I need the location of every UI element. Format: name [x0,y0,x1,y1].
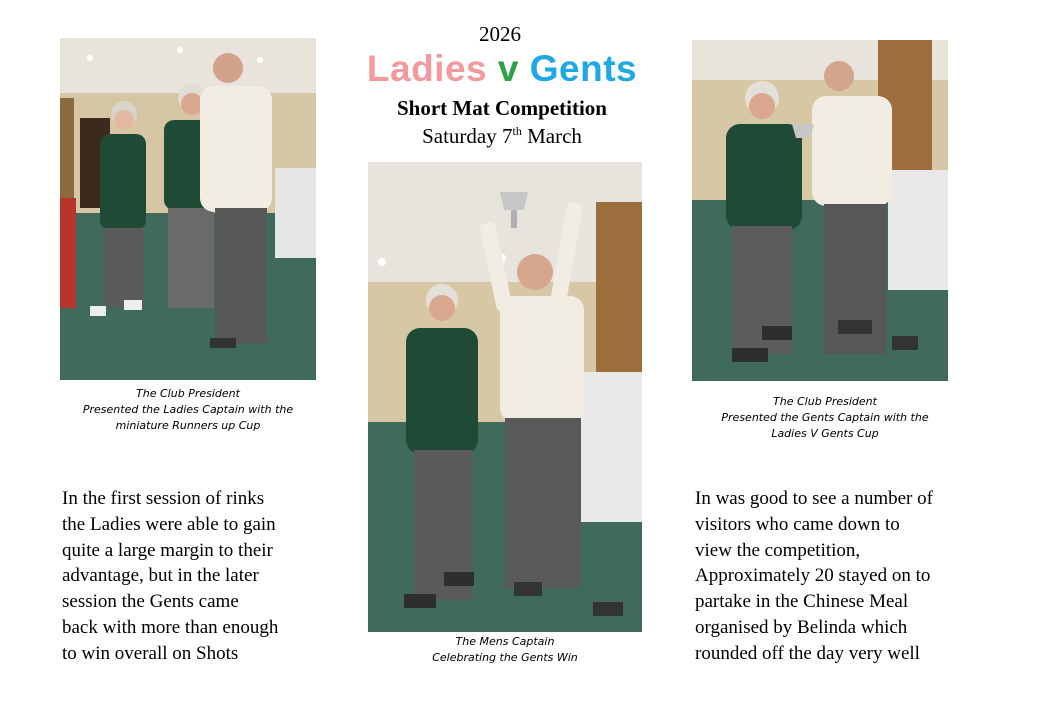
caption-center [368,634,642,666]
story-line: to win overall on Shots [62,642,239,664]
story-line: back with more than enough [62,616,279,638]
event-title [330,48,674,90]
story-right [695,486,970,667]
story-line: visitors who came down to [695,513,900,535]
story-line: Approximately 20 stayed on to [695,565,931,587]
caption-left [60,386,316,434]
caption-line: The Club President [773,395,877,408]
event-subtitle: Short Mat Competition [397,96,607,120]
title-ladies: Ladies [366,48,488,89]
story-line: In the first session of rinks [62,488,265,509]
date-month: March [521,124,582,148]
event-date [330,124,674,149]
title-v: v [497,48,519,89]
caption-line: Celebrating the Gents Win [432,651,578,664]
story-line: partake in the Chinese Meal [695,591,909,613]
story-line: advantage, but in the later [62,565,259,587]
story-line: view the competition, [695,539,861,561]
story-line: the Ladies were able to gain [62,513,276,535]
photo-president-ladies-captain [60,38,316,380]
event-year: 2026 [479,22,521,46]
story-line: In was good to see a number of [695,488,933,509]
date-day: Saturday 7 [422,124,513,148]
date-suffix: th [512,124,522,138]
photo-mens-captain-celebrating [368,162,642,632]
story-line: quite a large margin to their [62,539,273,561]
caption-line: miniature Runners up Cup [115,419,261,432]
photo-president-gents-captain [692,40,948,381]
caption-line: The Mens Captain [455,635,555,648]
story-left [62,486,306,667]
title-gents: Gents [529,48,638,89]
caption-line: The Club President [136,387,240,400]
caption-line: Ladies V Gents Cup [771,427,879,440]
caption-right [692,394,958,442]
story-line: session the Gents came [62,591,239,613]
story-line: organised by Belinda which [695,616,908,638]
caption-line: Presented the Ladies Captain with the [82,403,294,416]
caption-line: Presented the Gents Captain with the [721,411,929,424]
story-line: rounded off the day very well [695,642,920,664]
